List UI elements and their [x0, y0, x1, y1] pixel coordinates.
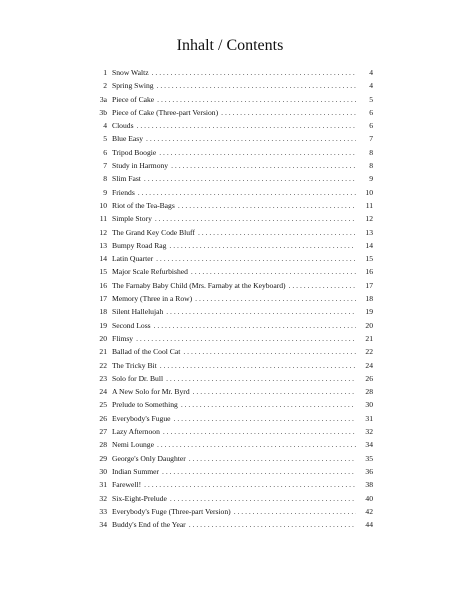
entry-number: 21 — [99, 347, 107, 357]
entry-title: Everybody's Fugue — [112, 413, 171, 423]
toc-entry — [88, 106, 373, 119]
toc-entry — [88, 492, 373, 505]
dot-leader — [136, 332, 356, 345]
toc-entry — [88, 186, 373, 199]
entry-page-number: 17 — [365, 280, 373, 290]
entry-page-number: 38 — [365, 480, 373, 490]
toc-entry — [88, 66, 373, 79]
toc-entry — [88, 385, 373, 398]
dot-leader — [162, 465, 356, 478]
entry-title: Lazy Afternoon — [112, 427, 160, 437]
entry-number: 19 — [99, 320, 107, 330]
entry-page-number: 6 — [369, 121, 373, 131]
toc-entry — [88, 93, 373, 106]
entry-title: Second Loss — [112, 320, 151, 330]
entry-title: Silent Hallelujah — [112, 307, 164, 317]
dot-leader — [178, 199, 356, 212]
dot-leader — [152, 66, 356, 79]
toc-entry — [88, 132, 373, 145]
entry-number: 28 — [99, 440, 107, 450]
page-title: Inhalt / Contents — [176, 37, 284, 54]
dot-leader — [156, 252, 356, 265]
entry-number: 14 — [99, 254, 107, 264]
entry-page-number: 10 — [365, 187, 373, 197]
entry-number: 6 — [103, 147, 107, 157]
dot-leader — [198, 226, 356, 239]
entry-page-number: 16 — [365, 267, 373, 277]
toc-entry — [88, 159, 373, 172]
entry-number: 4 — [103, 121, 107, 131]
entry-page-number: 24 — [365, 360, 373, 370]
entry-title: Everybody's Fuge (Three-part Version) — [112, 506, 231, 516]
entry-title: Simple Story — [112, 214, 152, 224]
entry-number: 8 — [103, 174, 107, 184]
dot-leader — [163, 425, 356, 438]
toc-entry — [88, 478, 373, 491]
entry-number: 26 — [99, 413, 107, 423]
entry-title: A New Solo for Mr. Byrd — [112, 387, 190, 397]
entry-page-number: 32 — [365, 427, 373, 437]
entry-title: Clouds — [112, 121, 134, 131]
toc-entry — [88, 319, 373, 332]
entry-page-number: 40 — [365, 493, 373, 503]
entry-page-number: 15 — [365, 254, 373, 264]
entry-title: The Grand Key Code Bluff — [112, 227, 195, 237]
dot-leader — [189, 518, 356, 531]
entry-page-number: 9 — [369, 174, 373, 184]
entry-title: Bumpy Road Rag — [112, 240, 167, 250]
entry-number: 11 — [99, 214, 107, 224]
dot-leader — [174, 412, 356, 425]
entry-page-number: 28 — [365, 387, 373, 397]
entry-number: 29 — [99, 453, 107, 463]
dot-leader — [157, 79, 356, 92]
toc-entry — [88, 265, 373, 278]
entry-number: 10 — [99, 200, 107, 210]
entry-page-number: 21 — [365, 333, 373, 343]
toc-entry — [88, 398, 373, 411]
entry-title: Snow Waltz — [112, 68, 149, 77]
entry-title: Tripod Boogie — [112, 147, 157, 157]
toc-entry — [88, 438, 373, 451]
dot-leader — [169, 239, 356, 252]
entry-title: Memory (Three in a Row) — [112, 294, 193, 304]
entry-page-number: 5 — [369, 94, 373, 104]
entry-title: Ballad of the Cool Cat — [112, 347, 181, 357]
dot-leader — [144, 478, 356, 491]
entry-page-number: 18 — [365, 294, 373, 304]
entry-title: Major Scale Refurbished — [112, 267, 188, 277]
entry-number: 31 — [99, 480, 107, 490]
entry-page-number: 12 — [365, 214, 373, 224]
entry-number: 23 — [99, 373, 107, 383]
toc-entry — [88, 212, 373, 225]
toc-entry — [88, 305, 373, 318]
toc-entry — [88, 252, 373, 265]
entry-page-number: 34 — [365, 440, 373, 450]
toc-entry — [88, 372, 373, 385]
dot-leader — [146, 132, 356, 145]
entry-title: Solo for Dr. Bull — [112, 373, 164, 383]
dot-leader — [157, 93, 356, 106]
entry-page-number: 22 — [365, 347, 373, 357]
entry-title: The Tricky Bit — [112, 360, 157, 370]
entry-number: 15 — [99, 267, 107, 277]
dot-leader — [191, 265, 356, 278]
entry-page-number: 26 — [365, 373, 373, 383]
dot-leader — [137, 119, 356, 132]
dot-leader — [154, 319, 356, 332]
entry-number: 27 — [99, 427, 107, 437]
entry-title: Indian Summer — [112, 466, 160, 476]
entry-page-number: 4 — [369, 81, 373, 91]
entry-number: 13 — [99, 240, 107, 250]
entry-title: Friends — [112, 187, 135, 197]
entry-page-number: 36 — [365, 466, 373, 476]
entry-number: 32 — [99, 493, 107, 503]
toc-entry — [88, 465, 373, 478]
dot-leader — [155, 212, 356, 225]
dot-leader — [171, 159, 356, 172]
toc-entry — [88, 199, 373, 212]
entry-page-number: 30 — [365, 400, 373, 410]
entry-number: 9 — [103, 187, 107, 197]
toc-entry — [88, 226, 373, 239]
entry-title: The Farnaby Baby Child (Mrs. Farnaby at the Keyboard) — [112, 280, 286, 290]
entry-number: 30 — [99, 466, 107, 476]
entry-title: Piece of Cake — [112, 94, 155, 104]
entry-number: 33 — [99, 506, 107, 516]
entry-title: Riot of the Tea-Bags — [112, 200, 175, 210]
entry-title: Study in Harmony — [112, 161, 169, 171]
toc-entry — [88, 172, 373, 185]
dot-leader — [144, 172, 356, 185]
entry-page-number: 14 — [365, 240, 373, 250]
table-of-contents — [88, 66, 373, 531]
entry-page-number: 42 — [365, 506, 373, 516]
toc-entry — [88, 518, 373, 531]
toc-entry — [88, 119, 373, 132]
toc-entry — [88, 332, 373, 345]
entry-number: 12 — [99, 227, 107, 237]
toc-entry — [88, 359, 373, 372]
entry-number: 24 — [99, 387, 107, 397]
toc-entry — [88, 292, 373, 305]
entry-title: Prelude to Something — [112, 400, 178, 410]
entry-number: 2 — [103, 81, 107, 91]
entry-title: Flimsy — [112, 333, 134, 343]
entry-title: Spring Swing — [112, 81, 154, 91]
dot-leader — [221, 106, 356, 119]
entry-number: 20 — [99, 333, 107, 343]
dot-leader — [193, 385, 356, 398]
entry-number: 34 — [99, 520, 107, 530]
entry-number: 18 — [99, 307, 107, 317]
entry-page-number: 8 — [369, 161, 373, 171]
entry-title: Farewell! — [112, 480, 142, 490]
dot-leader — [234, 505, 356, 518]
dot-leader — [181, 398, 356, 411]
toc-entry — [88, 79, 373, 92]
dot-leader — [170, 492, 356, 505]
toc-entry — [88, 345, 373, 358]
toc-entry — [88, 452, 373, 465]
entry-page-number: 4 — [369, 68, 373, 77]
dot-leader — [157, 438, 356, 451]
entry-page-number: 44 — [365, 520, 373, 530]
entry-page-number: 8 — [369, 147, 373, 157]
entry-number: 22 — [99, 360, 107, 370]
entry-title: Six-Eight-Prelude — [112, 493, 167, 503]
dot-leader — [166, 372, 356, 385]
entry-title: George's Only Daughter — [112, 453, 186, 463]
entry-page-number: 35 — [365, 453, 373, 463]
toc-entry — [88, 239, 373, 252]
entry-page-number: 31 — [365, 413, 373, 423]
entry-page-number: 13 — [365, 227, 373, 237]
entry-number: 1 — [103, 68, 107, 77]
toc-entry — [88, 412, 373, 425]
dot-leader — [289, 279, 356, 292]
entry-page-number: 11 — [365, 200, 373, 210]
dot-leader — [195, 292, 356, 305]
entry-page-number: 6 — [369, 107, 373, 117]
toc-entry — [88, 279, 373, 292]
toc-entry — [88, 505, 373, 518]
entry-number: 7 — [103, 161, 107, 171]
toc-entry — [88, 425, 373, 438]
entry-number: 17 — [99, 294, 107, 304]
entry-number: 3b — [99, 107, 107, 117]
dot-leader — [160, 359, 356, 372]
entry-number: 3a — [99, 94, 107, 104]
entry-title: Blue Easy — [112, 134, 144, 144]
entry-title: Latin Quarter — [112, 254, 154, 264]
entry-page-number: 20 — [365, 320, 373, 330]
dot-leader — [138, 186, 356, 199]
entry-page-number: 19 — [365, 307, 373, 317]
dot-leader — [183, 345, 356, 358]
dot-leader — [166, 305, 356, 318]
entry-title: Piece of Cake (Three-part Version) — [112, 107, 219, 117]
entry-number: 25 — [99, 400, 107, 410]
entry-number: 5 — [103, 134, 107, 144]
dot-leader — [159, 146, 356, 159]
entry-page-number: 7 — [369, 134, 373, 144]
toc-entry — [88, 146, 373, 159]
entry-title: Nemi Lounge — [112, 440, 154, 450]
entry-title: Slim Fast — [112, 174, 141, 184]
entry-title: Buddy's End of the Year — [112, 520, 186, 530]
dot-leader — [189, 452, 356, 465]
entry-number: 16 — [99, 280, 107, 290]
